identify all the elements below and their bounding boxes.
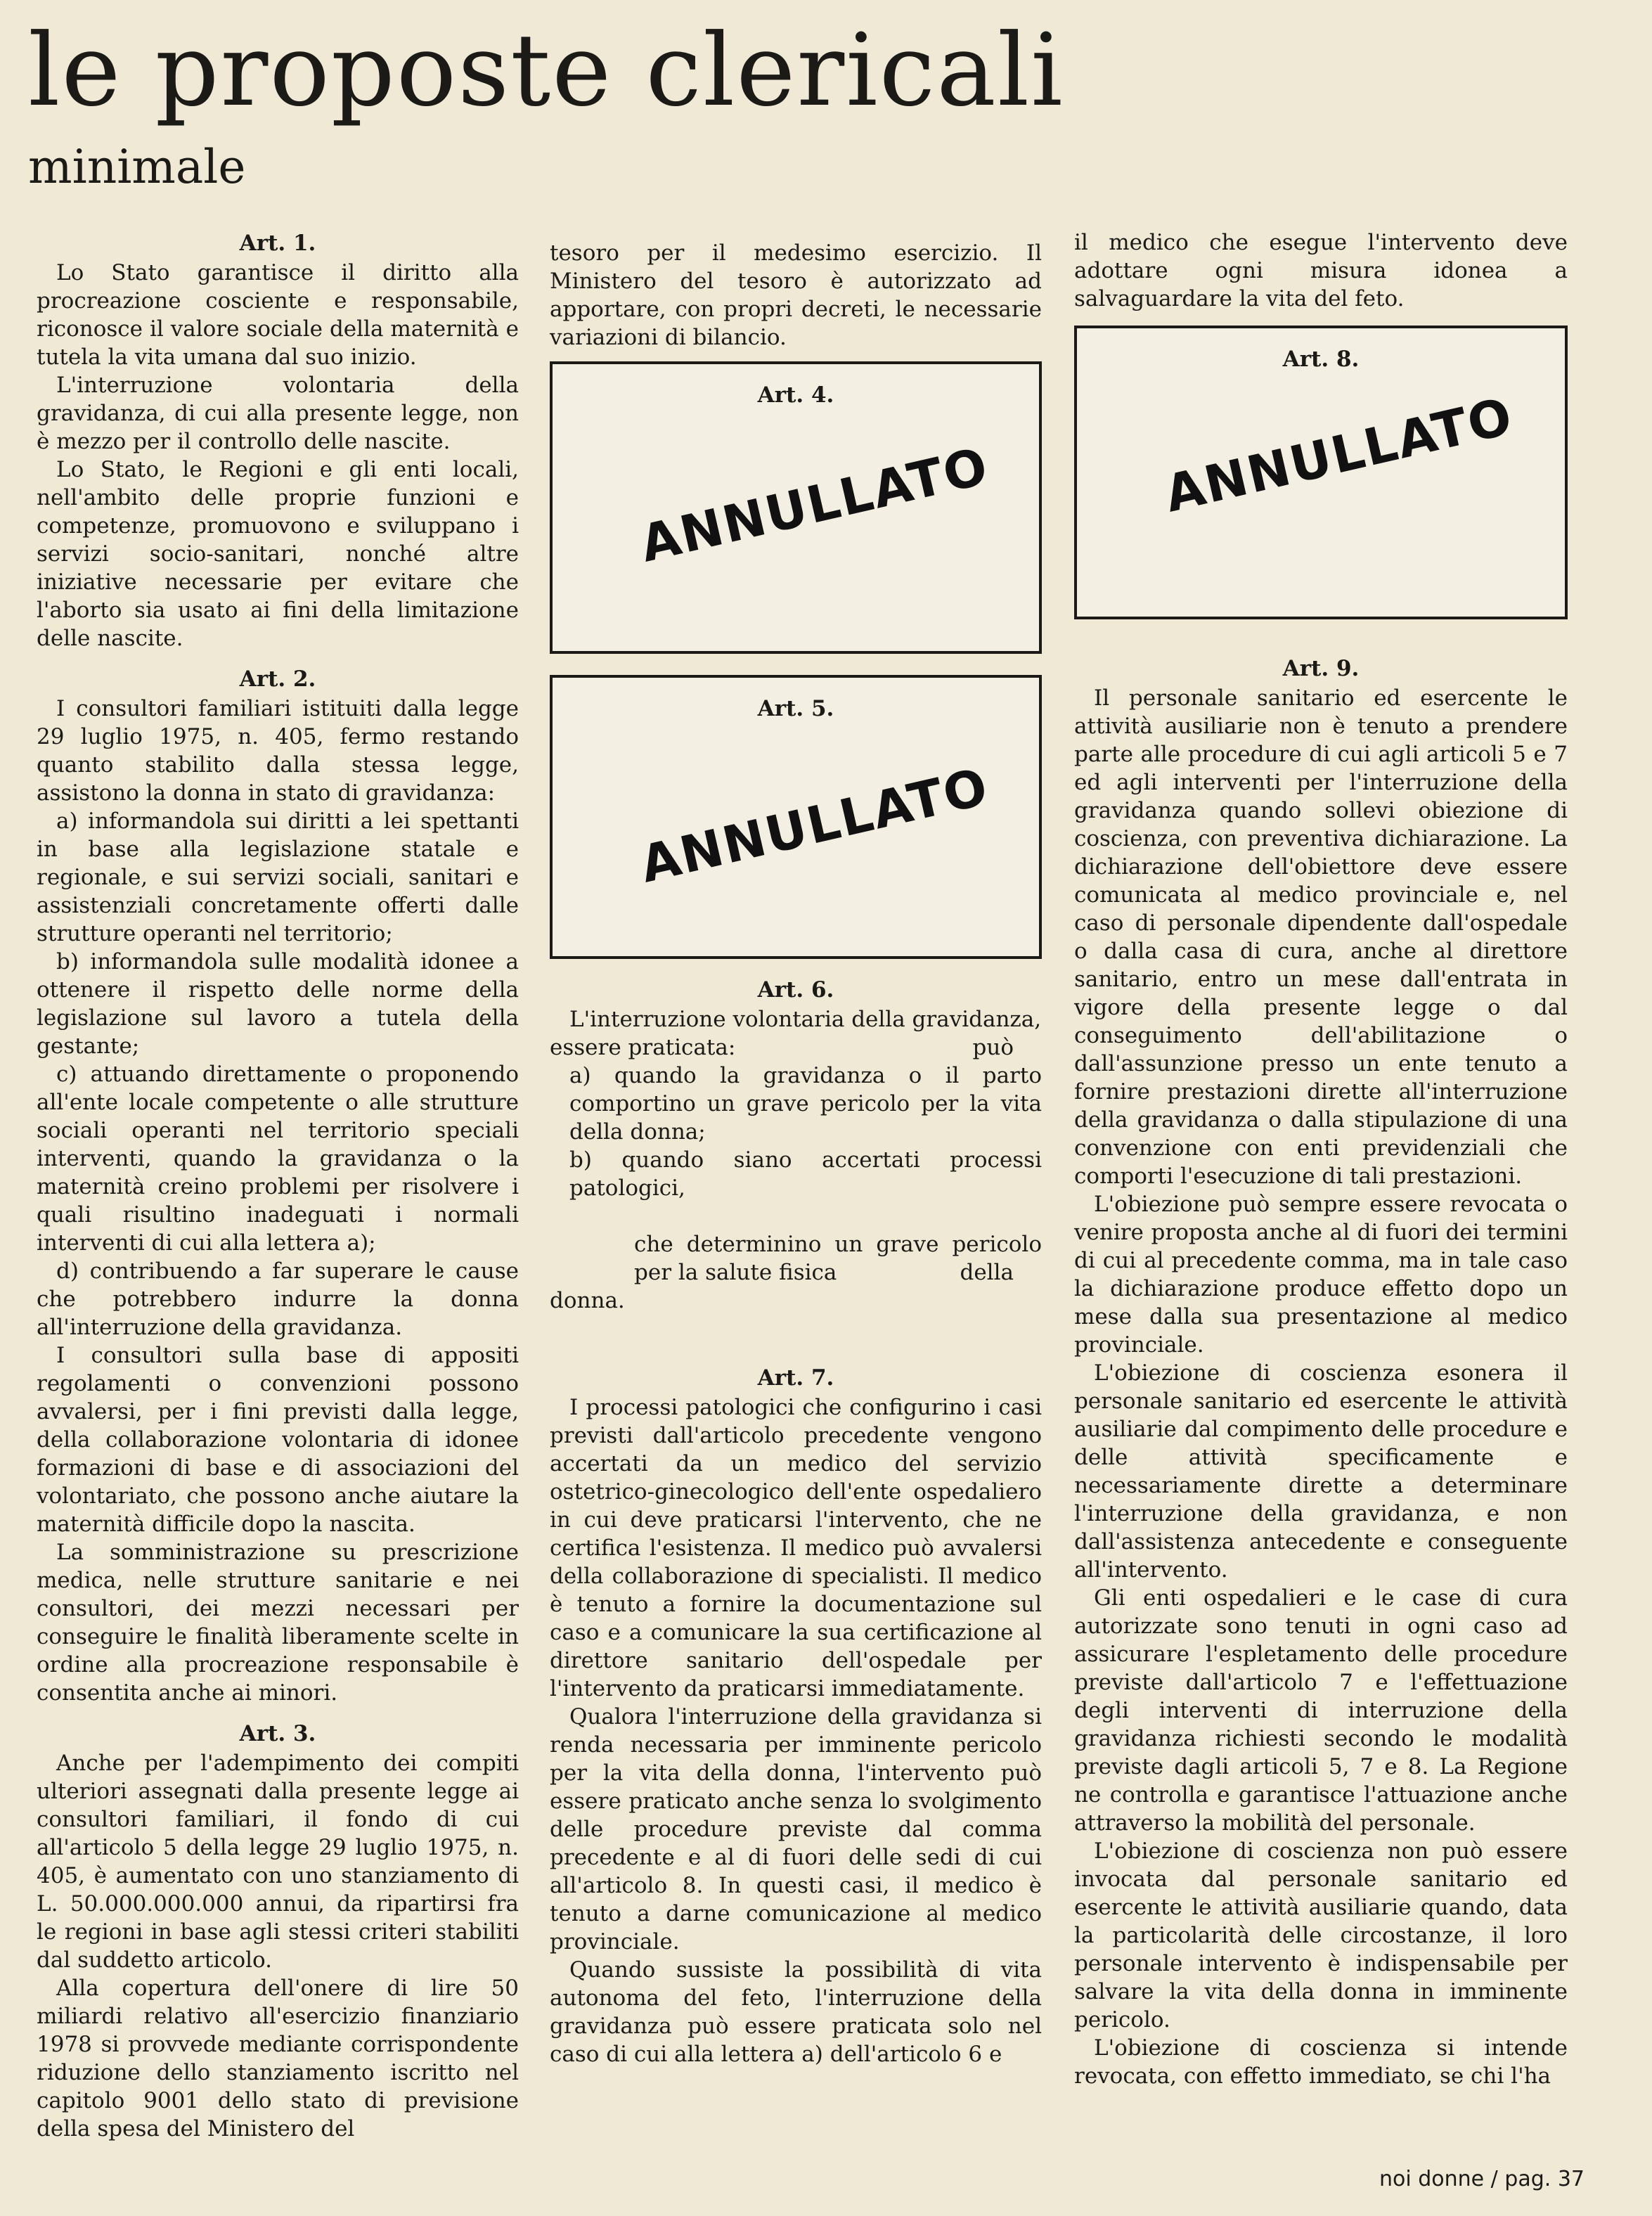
paragraph: Il personale sanitario ed esercente le attività ausiliarie non è tenuto a prendere parte alle procedure di cui agli articoli 5 e 7 ed agli interventi per l'interruzione della gravidanza quando sollevi obiezione di coscienza, con preventiva dichiarazione. La dichiarazione dell'obiettore deve essere comunicata al medico provinciale e, nel caso di personale dipendente dall'ospedale o dalla casa di cura, anche al direttore sanitario, entro un mese dall'entrata in vigore della presente legge o dal conseguimento dell'abilitazione o dall'assunzione presso un ente tenuto a fornire prestazioni dirette all'interruzione della gravidanza o dalla stipulazione di una convenzione con enti previdenziali che comporti l'esecuzione di tali prestazioni. xyxy=(1074,685,1568,1189)
paragraph: Lo Stato, le Regioni e gli enti locali, nell'ambito delle proprie funzioni e competenze, promuovono e sviluppano i servizi socio-sanitari, nonché altre iniziative necessarie per evitare che l'aborto sia usato ai fini della limitazione delle nascite. xyxy=(37,457,519,651)
column-1 xyxy=(37,225,519,2143)
paragraph: L'interruzione volontaria della gravidanza, di cui alla presente legge, non è mezzo per il controllo delle nascite. xyxy=(37,373,519,454)
annullato-stamp: ANNULLATO xyxy=(1159,386,1518,524)
paragraph: L'obiezione di coscienza non può essere invocata dal personale sanitario ed esercente le attività ausiliarie quando, data la particolarità delle circostanze, il loro personale intervento è indispensabile per salvare la vita della donna in imminente pericolo. xyxy=(1074,1838,1568,2033)
paragraph: L'obiezione di coscienza si intende revocata, con effetto immediato, se chi l'ha xyxy=(1074,2035,1568,2089)
footer-separator: / xyxy=(1490,2167,1498,2191)
page-title: le proposte clericali xyxy=(28,13,1064,129)
paragraph: I consultori sulla base di appositi regolamenti o convenzioni possono avvalersi, per i fini previsti dalla legge, della collaborazione volontaria di idonee formazioni di base e di associazioni del volontariato, che possono anche aiutare la maternità difficile dopo la nascita. xyxy=(37,1343,519,1537)
magazine-name: noi donne xyxy=(1379,2167,1485,2191)
article-heading: Art. 6. xyxy=(757,977,834,1003)
article-heading: Art. 8. xyxy=(1282,347,1360,372)
list-item: b) informandola sulle modalità idonee a ottenere il rispetto delle norme della legislazione sul lavoro a tutela della gestante; xyxy=(37,949,519,1059)
annulled-article-box xyxy=(550,675,1042,959)
annulled-article-box xyxy=(1074,326,1568,619)
annullato-stamp: ANNULLATO xyxy=(635,756,994,894)
paragraph: Lo Stato garantisce il diritto alla procreazione cosciente e responsabile, riconosce il valore sociale della maternità e tutela la vita umana dal suo inizio. xyxy=(37,260,519,370)
text-fragment: L'interruzione volontaria della gravidanza, xyxy=(569,1007,1042,1032)
column-3 xyxy=(1074,228,1568,2090)
paragraph: che determinino un grave pericolo per la salute fisica xyxy=(634,1232,1042,1285)
list-item: c) attuando direttamente o proponendo all'ente locale competente o alle strutture sociali operanti nel territorio speciali interventi, quando la gravidanza o la maternità creino problemi per risolvere i quali risultino inadeguati i normali interventi di cui alla lettera a); xyxy=(37,1062,519,1256)
annullato-stamp: ANNULLATO xyxy=(635,436,994,574)
paragraph: il medico che esegue l'intervento deve adottare ogni misura idonea a salvaguardare la vita del feto. xyxy=(1074,230,1568,311)
article-heading: Art. 7. xyxy=(757,1365,834,1391)
text-fragment: può xyxy=(972,1035,1014,1060)
article-heading: Art. 5. xyxy=(757,696,834,721)
list-item: d) contribuendo a far superare le cause che potrebbero indurre la donna all'interruzione della gravidanza. xyxy=(37,1258,519,1340)
text-fragment: della xyxy=(960,1260,1014,1285)
list-item: b) quando siano accertati processi patologici, xyxy=(569,1147,1042,1201)
paragraph: L'obiezione di coscienza esonera il personale sanitario ed esercente le attività ausiliarie dal compimento delle procedure e delle attività specificamente e necessariamente dirette a determinare l'interruzione della gravidanza, e non dall'assistenza antecedente e conseguente all'intervento. xyxy=(1074,1360,1568,1583)
paragraph: L'obiezione può sempre essere revocata o venire proposta anche al di fuori dei termini di cui al precedente comma, ma in tale caso la dichiarazione produce effetto dopo un mese dalla sua presentazione al medico provinciale. xyxy=(1074,1192,1568,1358)
article-heading: Art. 3. xyxy=(239,1721,316,1746)
paragraph: tesoro per il medesimo esercizio. Il Ministero del tesoro è autorizzato ad apportare, con propri decreti, le necessarie variazioni di bilancio. xyxy=(550,240,1042,350)
page-footer xyxy=(1379,2167,1585,2191)
annulled-article-box xyxy=(550,361,1042,654)
column-2 xyxy=(550,239,1042,2068)
paragraph: La somministrazione su prescrizione medica, nelle strutture sanitarie e nei consultori, dei mezzi necessari per conseguire le finalità liberamente scelte in ordine alla procreazione responsabile è consentita anche ai minori. xyxy=(37,1540,519,1706)
text-fragment: donna. xyxy=(550,1288,625,1313)
list-item: a) informandola sui diritti a lei spettanti in base alla legislazione statale e regionale, e sui servizi sociali, sanitari e assistenziali concretamente offerti dalle strutture operanti nel territorio; xyxy=(37,809,519,946)
article-heading: Art. 4. xyxy=(757,382,834,408)
page-subtitle: minimale xyxy=(28,140,246,194)
paragraph: Qualora l'interruzione della gravidanza si renda necessaria per imminente pericolo per la vita della donna, l'intervento può essere praticato anche senza lo svolgimento delle procedure previste dal comma precedente e al di fuori delle sedi di cui all'articolo 8. In questi casi, il medico è tenuto a darne comunicazione al medico provinciale. xyxy=(550,1704,1042,1954)
article-heading: Art. 1. xyxy=(239,231,316,256)
paragraph: Gli enti ospedalieri e le case di cura autorizzate sono tenuti in ogni caso ad assicurare l'espletamento delle procedure previste dall'articolo 7 e l'effettuazione degli interventi di interruzione della gravidanza richiesti secondo le modalità previste dagli articoli 5, 7 e 8. La Regione ne controlla e garantisce l'attuazione anche attraverso la mobilità del personale. xyxy=(1074,1585,1568,1836)
list-item: a) quando la gravidanza o il parto comportino un grave pericolo per la vita della donna; xyxy=(569,1063,1042,1145)
paragraph: Anche per l'adempimento dei compiti ulteriori assegnati dalla presente legge ai consultori familiari, il fondo di cui all'articolo 5 della legge 29 luglio 1975, n. 405, è aumentato con uno stanziamento di L. 50.000.000.000 annui, da ripartirsi fra le regioni in base agli stessi criteri stabiliti dal suddetto articolo. xyxy=(37,1751,519,1973)
paragraph: Alla copertura dell'onere di lire 50 miliardi relativo all'esercizio finanziario 1978 si provvede mediante corrispondente riduzione dello stanziamento iscritto nel capitolo 9001 dello stato di previsione della spesa del Ministero del xyxy=(37,1976,519,2141)
article-heading: Art. 9. xyxy=(1282,656,1360,681)
paragraph: essere praticata: xyxy=(550,1035,736,1060)
article-heading: Art. 2. xyxy=(239,666,316,692)
paragraph: Quando sussiste la possibilità di vita autonoma del feto, l'interruzione della gravidanza può essere praticata solo nel caso di cui alla lettera a) dell'articolo 6 e xyxy=(550,1957,1042,2067)
paragraph: I processi patologici che configurino i casi previsti dall'articolo precedente vengono accertati da un medico del servizio ostetrico-ginecologico dell'ente ospedaliero in cui deve praticarsi l'intervento, che ne certifica l'esistenza. Il medico può avvalersi della collaborazione di specialisti. Il medico è tenuto a fornire la documentazione sul caso e a comunicare la sua certificazione al direttore sanitario dell'ospedale per l'intervento da praticarsi immediatamente. xyxy=(550,1395,1042,1701)
page-number: pag. 37 xyxy=(1504,2167,1585,2191)
paragraph: I consultori familiari istituiti dalla legge 29 luglio 1975, n. 405, fermo restando quanto stabilito dalla stessa legge, assistono la donna in stato di gravidanza: xyxy=(37,696,519,806)
